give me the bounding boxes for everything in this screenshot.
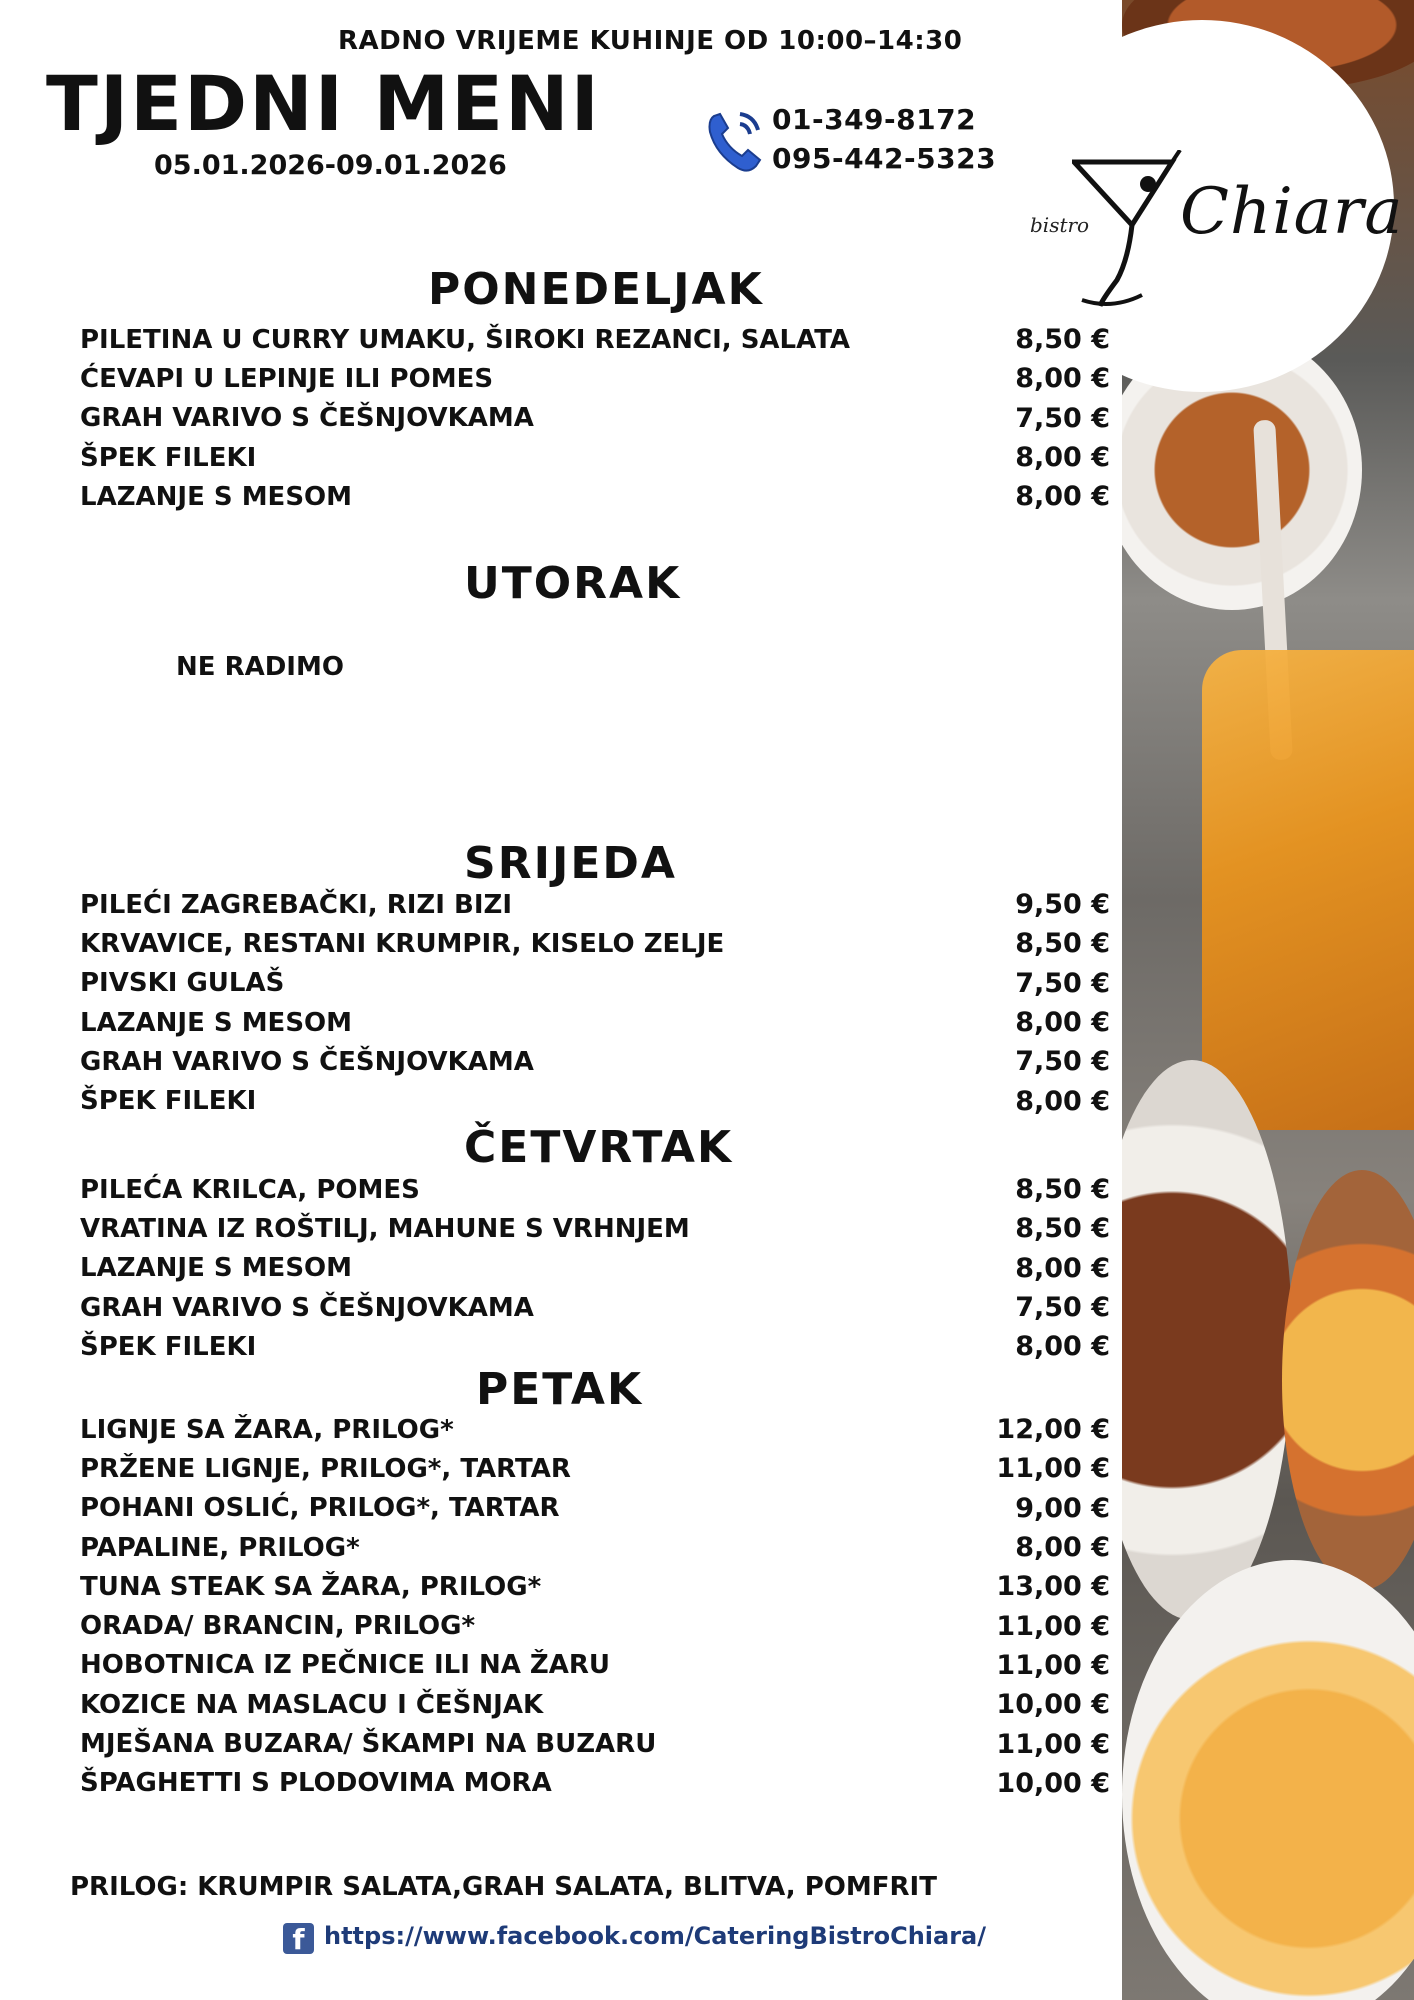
menu-item xyxy=(80,1410,1110,1449)
day-heading-wednesday: SRIJEDA xyxy=(464,838,677,889)
menu-item xyxy=(80,1081,1110,1120)
date-range: 05.01.2026-09.01.2026 xyxy=(154,150,507,181)
closed-note: NE RADIMO xyxy=(176,652,344,682)
dish-name: LIGNJE SA ŽARA, PRILOG* xyxy=(80,1414,454,1445)
day-heading-friday: PETAK xyxy=(476,1364,644,1415)
martini-glass-icon xyxy=(1072,150,1182,310)
dish-price: 7,50 € xyxy=(1015,402,1110,434)
facebook-icon[interactable]: f xyxy=(283,1923,314,1954)
phone-icon xyxy=(706,108,766,174)
dish-price: 8,00 € xyxy=(1015,481,1110,513)
menu-list-wednesday xyxy=(80,885,1110,1121)
dish-name: LAZANJE S MESOM xyxy=(80,1007,353,1038)
dish-name: ŠPEK FILEKI xyxy=(80,1331,257,1362)
dish-price: 12,00 € xyxy=(996,1414,1110,1446)
dish-price: 8,00 € xyxy=(1015,1007,1110,1039)
menu-item xyxy=(80,1449,1110,1488)
dish-price: 9,50 € xyxy=(1015,889,1110,921)
dish-price: 8,00 € xyxy=(1015,1532,1110,1564)
dish-price: 8,50 € xyxy=(1015,928,1110,960)
dish-price: 13,00 € xyxy=(996,1571,1110,1603)
dish-price: 11,00 € xyxy=(996,1649,1110,1681)
menu-item xyxy=(80,1764,1110,1803)
menu-item xyxy=(80,1042,1110,1081)
dish-price: 8,00 € xyxy=(1015,442,1110,474)
facebook-link[interactable]: https://www.facebook.com/CateringBistroChiara/ xyxy=(324,1922,986,1950)
dish-price: 8,50 € xyxy=(1015,1213,1110,1245)
dish-name: VRATINA IZ ROŠTILJ, MAHUNE S VRHNJEM xyxy=(80,1213,690,1244)
dish-name: HOBOTNICA IZ PEČNICE ILI NA ŽARU xyxy=(80,1650,611,1681)
menu-item xyxy=(80,1003,1110,1042)
menu-item xyxy=(80,1606,1110,1645)
dish-name: MJEŠANA BUZARA/ ŠKAMPI NA BUZARU xyxy=(80,1729,657,1760)
menu-item xyxy=(80,1724,1110,1763)
menu-item xyxy=(80,885,1110,924)
menu-item xyxy=(80,1209,1110,1248)
logo-bistro-text: bistro xyxy=(1030,213,1090,237)
dish-name: GRAH VARIVO S ČEŠNJOVKAMA xyxy=(80,403,534,434)
menu-item xyxy=(80,1489,1110,1528)
dish-price: 10,00 € xyxy=(996,1689,1110,1721)
dish-name: KOZICE NA MASLACU I ČEŠNJAK xyxy=(80,1689,544,1720)
dish-price: 9,00 € xyxy=(1015,1492,1110,1524)
menu-item xyxy=(80,1528,1110,1567)
menu-item xyxy=(80,1249,1110,1288)
dish-name: TUNA STEAK SA ŽARA, PRILOG* xyxy=(80,1571,542,1602)
dish-price: 8,50 € xyxy=(1015,1174,1110,1206)
menu-item xyxy=(80,1327,1110,1366)
dish-price: 8,00 € xyxy=(1015,1252,1110,1284)
menu-item xyxy=(80,1170,1110,1209)
dish-name: GRAH VARIVO S ČEŠNJOVKAMA xyxy=(80,1292,534,1323)
day-heading-thursday: ČETVRTAK xyxy=(464,1122,734,1173)
menu-item xyxy=(80,477,1110,516)
dish-name: ORADA/ BRANCIN, PRILOG* xyxy=(80,1611,476,1642)
phone-2[interactable]: 095-442-5323 xyxy=(772,142,997,175)
menu-list-monday xyxy=(80,320,1110,516)
dish-price: 8,50 € xyxy=(1015,324,1110,356)
dish-price: 10,00 € xyxy=(996,1767,1110,1799)
menu-item xyxy=(80,1567,1110,1606)
dish-name: LAZANJE S MESOM xyxy=(80,1253,353,1284)
dish-price: 11,00 € xyxy=(996,1610,1110,1642)
side-dish-note: PRILOG: KRUMPIR SALATA,GRAH SALATA, BLITVA, POMFRIT xyxy=(70,1872,937,1902)
dish-name: ĆEVAPI U LEPINJE ILI POMES xyxy=(80,363,494,394)
dish-name: GRAH VARIVO S ČEŠNJOVKAMA xyxy=(80,1046,534,1077)
menu-list-friday xyxy=(80,1410,1110,1803)
dish-name: PAPALINE, PRILOG* xyxy=(80,1532,360,1563)
logo-chiara-text: Chiara xyxy=(1180,175,1404,249)
dish-name: LAZANJE S MESOM xyxy=(80,481,353,512)
dish-name: PILEĆI ZAGREBAČKI, RIZI BIZI xyxy=(80,889,513,920)
dish-price: 11,00 € xyxy=(996,1453,1110,1485)
phone-1[interactable]: 01-349-8172 xyxy=(772,103,977,136)
menu-item xyxy=(80,1685,1110,1724)
menu-list-thursday xyxy=(80,1170,1110,1366)
dish-name: ŠPEK FILEKI xyxy=(80,442,257,473)
kitchen-hours: RADNO VRIJEME KUHINJE OD 10:00–14:30 xyxy=(338,26,963,56)
dish-name: ŠPEK FILEKI xyxy=(80,1086,257,1117)
menu-item xyxy=(80,1288,1110,1327)
dish-price: 7,50 € xyxy=(1015,1046,1110,1078)
page-title: TJEDNI MENI xyxy=(46,59,601,148)
menu-item xyxy=(80,359,1110,398)
day-heading-tuesday: UTORAK xyxy=(464,558,682,609)
menu-item xyxy=(80,964,1110,1003)
menu-item xyxy=(80,438,1110,477)
dish-name: PRŽENE LIGNJE, PRILOG*, TARTAR xyxy=(80,1453,571,1484)
menu-item xyxy=(80,320,1110,359)
dish-name: KRVAVICE, RESTANI KRUMPIR, KISELO ZELJE xyxy=(80,928,725,959)
phone-numbers xyxy=(772,100,996,178)
menu-item xyxy=(80,924,1110,963)
day-heading-monday: PONEDELJAK xyxy=(428,264,764,315)
dish-name: PILETINA U CURRY UMAKU, ŠIROKI REZANCI, SALATA xyxy=(80,324,851,355)
dish-name: POHANI OSLIĆ, PRILOG*, TARTAR xyxy=(80,1493,560,1524)
dish-name: PILEĆA KRILCA, POMES xyxy=(80,1174,420,1205)
dish-name: ŠPAGHETTI S PLODOVIMA MORA xyxy=(80,1768,552,1799)
dish-price: 7,50 € xyxy=(1015,967,1110,999)
dish-price: 8,00 € xyxy=(1015,363,1110,395)
dish-name: PIVSKI GULAŠ xyxy=(80,968,285,999)
dish-price: 11,00 € xyxy=(996,1728,1110,1760)
dish-price: 8,00 € xyxy=(1015,1085,1110,1117)
dish-price: 8,00 € xyxy=(1015,1331,1110,1363)
menu-item xyxy=(80,1646,1110,1685)
dish-price: 7,50 € xyxy=(1015,1292,1110,1324)
menu-item xyxy=(80,399,1110,438)
